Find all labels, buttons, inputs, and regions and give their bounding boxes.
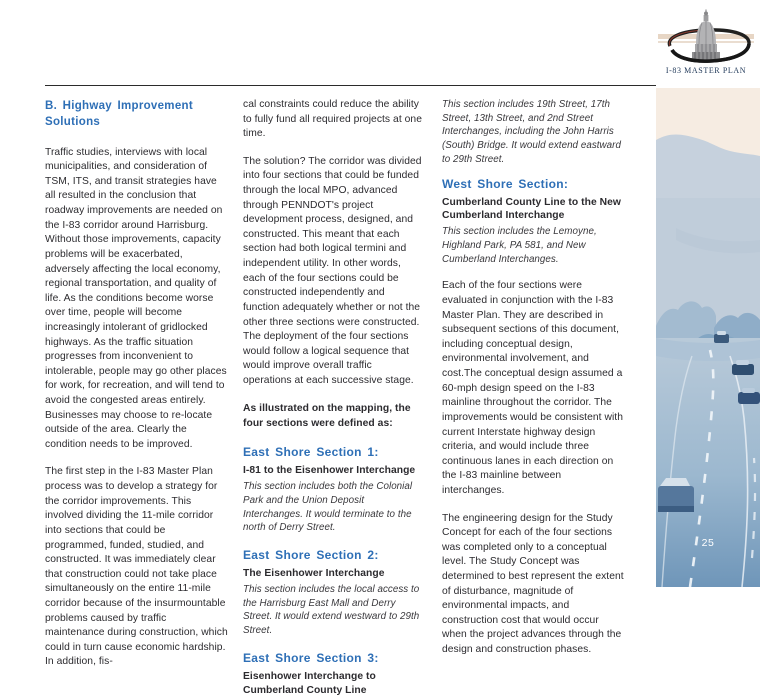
text-column-3 [442, 98, 624, 671]
page-section-heading: B. Highway Improvement Solutions [45, 100, 193, 129]
east-shore-section-1-heading: East Shore Section 1: [243, 445, 379, 460]
paragraph: Traffic studies, interviews with local municipalities, and consideration of TSM, ITS, and transit strategies have all resulted in the conclusion that roadway improvements are needed on the I-83 corridor around Harrisburg. Without those improvements, capacity problems will be exacerbated, adversely affecting the local economy, regional transportation, and quality of life. As the conditions become worse over time, people will become increasingly intolerant of gridlocked highways. As the traffic situation progresses from inconvenient to intolerable, people may go other places for work, for recreation, and will tend to avoid the congested areas entirely. Businesses may choose to re-locate outside of the area. Clearly the condition needs to be improved. [45, 146, 227, 450]
east-shore-section-3-heading: East Shore Section 3: [243, 650, 379, 665]
highway-photo-illustration [656, 88, 760, 587]
page-number: 25 [701, 537, 715, 549]
capitol-dome-icon [656, 4, 756, 78]
east-shore-section-2-description: This section includes the local access to the Harrisburg East Mall and Derry Street. It would extend westward to 29th Street. [243, 584, 420, 637]
i83-master-plan-logo [656, 4, 756, 78]
paragraph: cal constraints could reduce the ability to fully fund all required projects at one time. [243, 99, 422, 140]
highway-photo-strip [656, 88, 760, 587]
west-shore-section-description: This section includes the Lemoyne, Highland Park, PA 581, and New Cumberland Interchanges. [442, 226, 597, 265]
paragraph: The first step in the I-83 Master Plan process was to develop a strategy for the corridor improvements. This involved dividing the 11-mile corridor into sections that could be programmed, funded, studied, and constructed. It was immediately clear that construction could not take place simultaneously on the entire 11-mile corridor because of the insurmountable problems caused by traffic maintenance during construction, which could in turn cause economic hardship. In addition, fis- [45, 466, 228, 668]
text-column-2 [243, 98, 422, 700]
paragraph: Each of the four sections were evaluated in conjunction with the I-83 Master Plan. They are described in subsequent sections of this document, including conceptual design, environmental involvement, and cost.The conceptual design assumed a 60-mph design speed on the I-83 mainline throughout the corridor. The improvements would be consistent with current Interstate highway design criteria, and would include three continuous lanes in each direction on the I-83 mainline between interchanges. [442, 280, 623, 496]
paragraph: The engineering design for the Study Concept for each of the four sections was completed only to a conceptual level. The Study Concept was determined to best represent the extent of disturbance, magnitude of environmental impacts, and construction cost that would occur when the project advances through the design and construction phases. [442, 512, 624, 656]
east-shore-section-1-description: This section includes both the Colonial Park and the Union Deposit Interchanges. It would terminate to the north of Derry Street. [243, 481, 413, 534]
west-shore-section-subheading: Cumberland County Line to the New Cumberland Interchange [442, 196, 621, 222]
east-shore-section-2-subheading: The Eisenhower Interchange [243, 568, 385, 580]
west-shore-section-heading: West Shore Section: [442, 176, 569, 191]
paragraph: The solution? The corridor was divided into four sections that could be funded through the local MPO, advanced through PENNDOT's project development process, designed, and constructed. This meant that each section had both logical termini and independent utility. In other words, each of the four sections could be constructed independently and function adequately whether or not the other three sections were constructed. The deployment of the four sections would follow a logical sequence that would improve overall traffic operations at each successive stage. [243, 155, 422, 386]
east-shore-section-1-subheading: I-81 to the Eisenhower Interchange [243, 465, 416, 477]
east-shore-section-3-description-continued: This section includes 19th Street, 17th Street, 13th Street, and 2nd Street Interchanges, including the John Harris (South) Bridge. It would extend eastward to 29th Street. [442, 99, 621, 165]
east-shore-section-3-subheading: Eisenhower Interchange to Cumberland County Line [243, 670, 376, 696]
east-shore-section-2-heading: East Shore Section 2: [243, 548, 379, 563]
header-rule [45, 85, 656, 86]
logo-wordmark: I-83 MASTER PLAN [665, 66, 747, 75]
text-column-1 [45, 98, 228, 683]
lead-in-text: As illustrated on the mapping, the four sections were defined as: [243, 402, 411, 429]
